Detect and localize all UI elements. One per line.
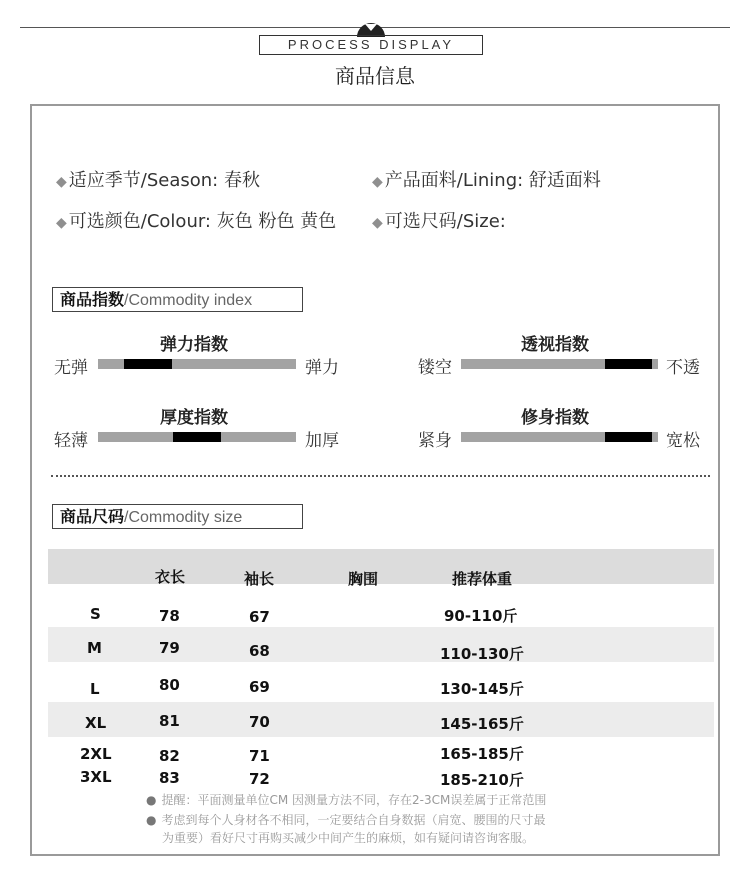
length-cell: 79 bbox=[159, 639, 180, 657]
sleeve-cell: 68 bbox=[249, 642, 270, 660]
sleeve-cell: 71 bbox=[249, 747, 270, 765]
size-cell: L bbox=[90, 680, 100, 698]
weight-cell: 130-145斤 bbox=[440, 680, 524, 698]
fit-right-label: 宽松 bbox=[666, 431, 700, 451]
header-sleeve: 袖长 bbox=[244, 570, 275, 588]
lining-value: 舒适面料 bbox=[528, 170, 601, 191]
fit-bar bbox=[461, 432, 658, 442]
transparency-right-label: 不透 bbox=[666, 358, 700, 378]
fit-title: 修身指数 bbox=[521, 408, 589, 428]
colour-value: 灰色 粉色 黄色 bbox=[216, 211, 337, 232]
elasticity-bar bbox=[98, 359, 296, 369]
diamond-icon: ◆ bbox=[56, 215, 67, 231]
size-table-header bbox=[48, 549, 714, 584]
thickness-left-label: 轻薄 bbox=[54, 431, 88, 451]
transparency-title: 透视指数 bbox=[521, 335, 589, 355]
commodity-size-header bbox=[52, 504, 303, 529]
weight-cell: 110-130斤 bbox=[440, 645, 524, 663]
header-weight: 推荐体重 bbox=[452, 570, 513, 588]
elasticity-left-label: 无弹 bbox=[54, 358, 88, 378]
size-cell: 2XL bbox=[80, 745, 112, 763]
measurement-note bbox=[146, 791, 546, 808]
colour-info bbox=[56, 207, 336, 233]
size-cell: M bbox=[87, 639, 102, 657]
length-cell: 80 bbox=[159, 676, 180, 694]
note-line-2: 考虑到每个人身材各不相同，一定要结合自身数据（肩宽、腰围的尺寸最 bbox=[161, 813, 546, 827]
weight-cell: 185-210斤 bbox=[440, 771, 524, 789]
bullet-icon: ● bbox=[146, 813, 157, 827]
commodity-index-title-cn: 商品指数 bbox=[60, 290, 125, 309]
commodity-size-title-en: /Commodity size bbox=[124, 509, 243, 526]
sleeve-cell: 72 bbox=[249, 770, 270, 788]
note-line-1: 提醒：平面测量单位CM 因测量方法不同，存在2-3CM误差属于正常范围 bbox=[161, 793, 547, 807]
size-label: 可选尺码/Size: bbox=[384, 211, 506, 232]
lining-info bbox=[372, 166, 601, 192]
sleeve-cell: 70 bbox=[249, 713, 270, 731]
fit-note-continued bbox=[162, 829, 534, 846]
table-row-stripe bbox=[48, 702, 714, 737]
sleeve-cell: 69 bbox=[249, 678, 270, 696]
chevron-down-icon bbox=[356, 13, 386, 37]
transparency-left-label: 镂空 bbox=[418, 358, 452, 378]
length-cell: 81 bbox=[159, 712, 180, 730]
weight-cell: 165-185斤 bbox=[440, 745, 524, 763]
size-cell: 3XL bbox=[80, 768, 112, 786]
season-info bbox=[56, 166, 260, 192]
sleeve-cell: 67 bbox=[249, 608, 270, 626]
length-cell: 83 bbox=[159, 769, 180, 787]
thickness-right-label: 加厚 bbox=[305, 431, 339, 451]
process-display-title: PROCESS DISPLAY bbox=[259, 35, 483, 55]
commodity-index-title-en: /Commodity index bbox=[124, 292, 253, 309]
thickness-title: 厚度指数 bbox=[160, 408, 228, 428]
fit-note bbox=[146, 811, 546, 828]
length-cell: 78 bbox=[159, 607, 180, 625]
transparency-level-marker bbox=[605, 359, 652, 369]
elasticity-level-marker bbox=[124, 359, 172, 369]
commodity-size-title-cn: 商品尺码 bbox=[60, 507, 125, 526]
transparency-bar bbox=[461, 359, 658, 369]
bullet-icon: ● bbox=[146, 793, 157, 807]
note-line-3: 为重要）看好尺寸再购买减少中间产生的麻烦，如有疑问请咨询客服。 bbox=[162, 831, 535, 845]
weight-cell: 145-165斤 bbox=[440, 715, 524, 733]
thickness-bar bbox=[98, 432, 296, 442]
diamond-icon: ◆ bbox=[372, 174, 383, 190]
weight-cell: 90-110斤 bbox=[444, 607, 518, 625]
elasticity-title: 弹力指数 bbox=[160, 335, 228, 355]
header-chest: 胸围 bbox=[348, 570, 379, 588]
table-row-stripe bbox=[48, 627, 714, 662]
lining-label: 产品面料/Lining: bbox=[384, 170, 524, 191]
size-info bbox=[372, 207, 506, 233]
diamond-icon: ◆ bbox=[372, 215, 383, 231]
product-info-title: 商品信息 bbox=[335, 64, 415, 88]
season-value: 春秋 bbox=[223, 170, 260, 191]
thickness-level-marker bbox=[173, 432, 221, 442]
length-cell: 82 bbox=[159, 747, 180, 765]
header-length: 衣长 bbox=[155, 568, 186, 586]
section-divider bbox=[51, 475, 710, 477]
commodity-index-header bbox=[52, 287, 303, 312]
diamond-icon: ◆ bbox=[56, 174, 67, 190]
elasticity-right-label: 弹力 bbox=[305, 358, 339, 378]
colour-label: 可选颜色/Colour: bbox=[68, 211, 211, 232]
fit-left-label: 紧身 bbox=[418, 431, 452, 451]
size-cell: S bbox=[90, 605, 101, 623]
season-label: 适应季节/Season: bbox=[68, 170, 219, 191]
size-cell: XL bbox=[85, 714, 107, 732]
fit-level-marker bbox=[605, 432, 652, 442]
